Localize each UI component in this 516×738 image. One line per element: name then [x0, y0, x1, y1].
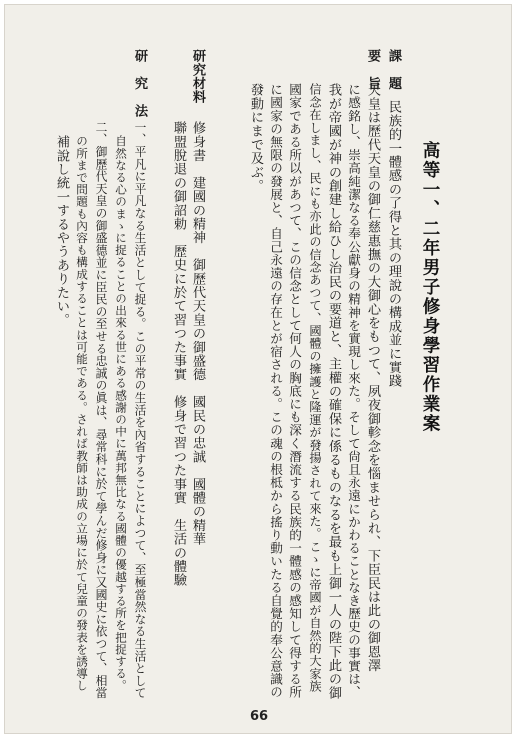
theme-section	[384, 49, 403, 388]
materials-label: 研究材料	[190, 49, 205, 104]
aim-text-6: 發動にまで及ぶ。	[248, 83, 263, 193]
method-text-0: 一、平凡に平凡なる生活として捉る。この平常の生活を內省することによつて、至極當然なる生活として	[133, 121, 147, 700]
aim-text-4: 國家である所以があつて、この信念として何人の胸底にも深く潛流する民族的一體感の感知して得する所	[287, 83, 302, 699]
aim-text-1: に感銘し、崇高純潔なる奉公獻身の精神を實現し來た。そして尙且永遠にかわることなき歷史の事實は、	[346, 83, 361, 699]
method-label: 研 究 法	[132, 49, 147, 118]
method-text-1: 自然なる心のまゝに捉ることの出來る世にある感謝の中に萬邦無比なる國體の優越する所を把捉する。	[114, 135, 128, 692]
aim-text-3: 信念在しまし、民にも亦此の信念あつて、國體の擁護と隆運が發揚されて來た。こゝに帝國が自然的大家族	[308, 83, 322, 693]
aim-text-5: に國家の無限の發展と、自己永遠の存在とが宿される。この魂の根柢から搖り動いたる自覺的奉公意識の	[268, 83, 283, 699]
page-number: 66	[250, 709, 269, 724]
method-text-3: の所まで問題も內容も構成することは可能である。されば教師は助成の立場に於て兒童の發表を誘導し	[75, 135, 89, 692]
document-page	[4, 4, 512, 734]
method-text-2: 二、御歷代天皇の御盛德並に臣民の至せる忠誠の眞は、尋常科に於て學んだ修身に又國史に依つて、相當	[94, 121, 108, 700]
materials-text-1: 聯盟脫退の御詔勅 歷史に於て習つた事實 修身で習つた事實 生活の體驗	[171, 121, 186, 587]
aim-label: 要 旨	[365, 49, 380, 91]
aim-text-2: 我が帝國が神の創建し給ひし治民の要道と、主權の確保に係るものなるを最も上御一人の陛下此の御	[326, 83, 341, 700]
theme-text: 民族的一體感の了得と其の理說の構成並に實踐	[386, 100, 401, 388]
method-label-column	[130, 49, 149, 118]
theme-label: 課 題	[386, 49, 401, 91]
materials-label-column	[188, 49, 207, 104]
materials-text-0: 修身書 建國の精神 御歷代天皇の御盛德 國民の忠誠 國體の精華	[190, 121, 205, 546]
method-text-4: 補說し統一するやうありたい。	[54, 135, 69, 327]
document-title: 高等一、二年男子修身學習作業案	[420, 141, 440, 434]
aim-text-0: 天皇は歷代天皇の御仁慈惠撫の大御心をもつて、夙夜御軫念を惱ませられ、下臣民は此の御恩澤	[365, 83, 380, 673]
